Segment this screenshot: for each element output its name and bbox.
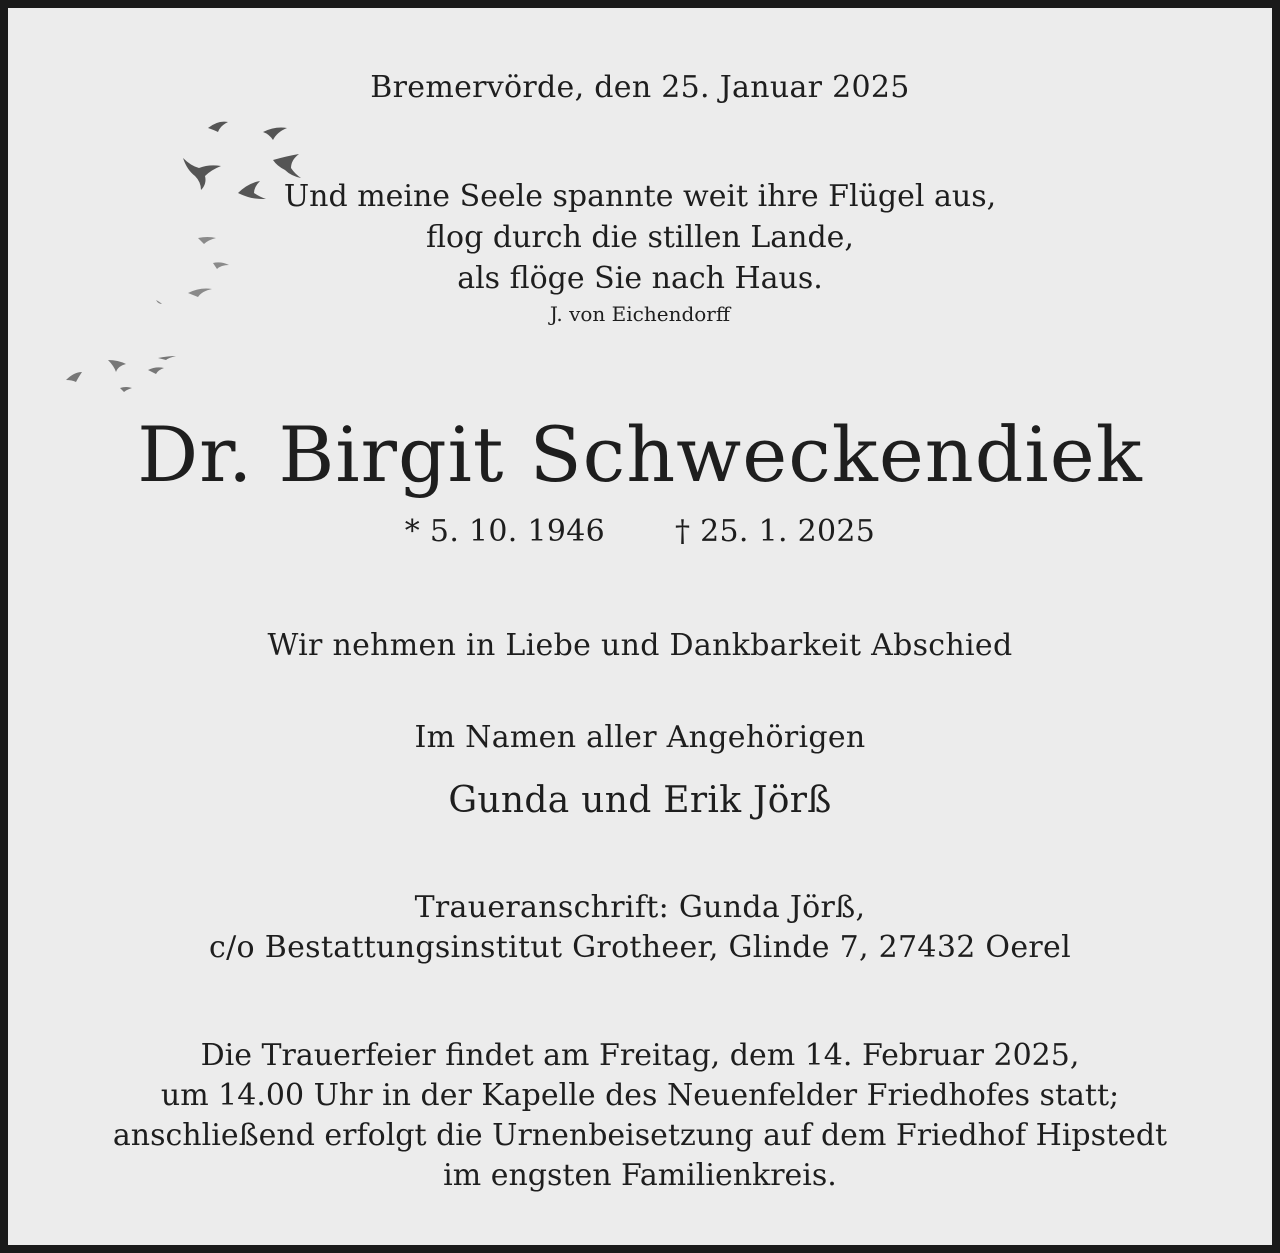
service-line: Die Trauerfeier findet am Freitag, dem 14. Februar 2025,	[200, 1038, 1080, 1073]
deceased-name: Dr. Birgit Schweckendiek	[137, 410, 1143, 499]
on-behalf-text: Im Namen aller Angehörigen	[414, 720, 866, 755]
death-date: † 25. 1. 2025	[675, 514, 876, 549]
mourning-address-line2: c/o Bestattungsinstitut Grotheer, Glinde 7, 27432 Oerel	[209, 930, 1071, 965]
service-details	[8, 1036, 1272, 1196]
poem-line: als flöge Sie nach Haus.	[457, 261, 823, 296]
service-line: im engsten Familienkreis.	[443, 1158, 837, 1193]
place-date: Bremervörde, den 25. Januar 2025	[370, 70, 910, 105]
poem-line: flog durch die stillen Lande,	[426, 220, 854, 255]
poem	[8, 176, 1272, 327]
service-line: um 14.00 Uhr in der Kapelle des Neuenfelder Friedhofes statt;	[160, 1078, 1120, 1113]
farewell-text: Wir nehmen in Liebe und Dankbarkeit Abschied	[267, 628, 1013, 663]
service-line: anschließend erfolgt die Urnenbeisetzung auf dem Friedhof Hipstedt	[112, 1118, 1168, 1153]
obituary-notice	[8, 8, 1272, 1245]
poem-author: J. von Eichendorff	[549, 302, 731, 326]
mourning-address-line1: Traueranschrift: Gunda Jörß,	[414, 890, 866, 925]
poem-line: Und meine Seele spannte weit ihre Flügel aus,	[283, 179, 997, 214]
birth-date: * 5. 10. 1946	[404, 514, 605, 549]
life-dates	[8, 514, 1272, 549]
family-names: Gunda und Erik Jörß	[448, 780, 832, 821]
